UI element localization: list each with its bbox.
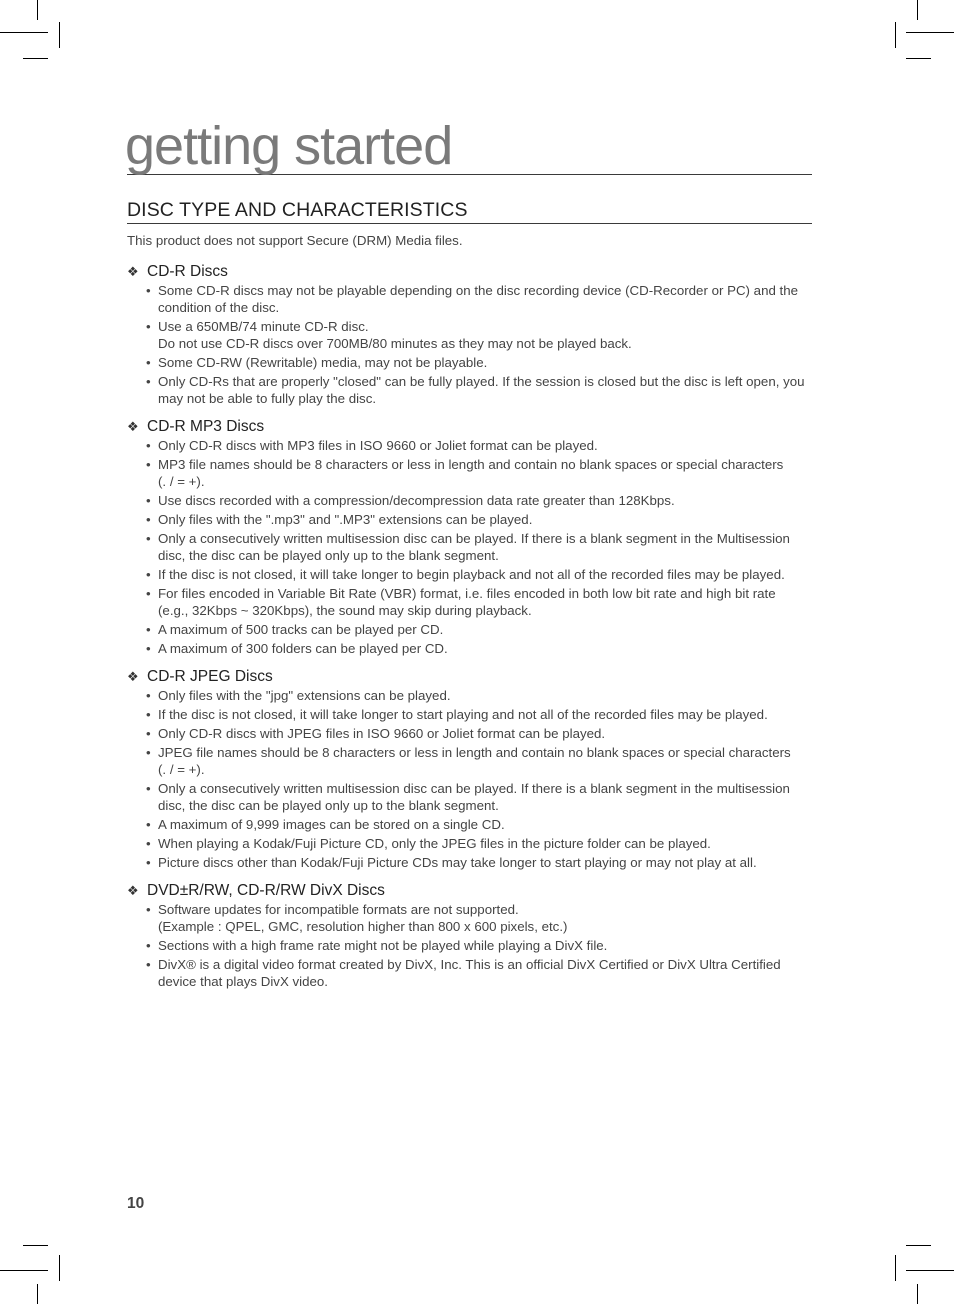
list-item-text: Only files with the ".mp3" and ".MP3" extensions can be played. <box>158 512 533 527</box>
list-item-text: MP3 file names should be 8 characters or less in length and contain no blank spaces or special characters (. / = +). <box>158 457 784 489</box>
list-item <box>127 835 817 852</box>
bullet-icon: • <box>146 836 151 851</box>
list-item <box>127 566 817 583</box>
list-item <box>127 530 817 564</box>
list-item <box>127 640 817 657</box>
list-item <box>127 901 817 935</box>
list-item <box>127 706 817 723</box>
bullet-icon: • <box>146 531 151 546</box>
list-item <box>127 780 817 814</box>
bullet-list <box>127 282 817 407</box>
group-heading <box>127 417 817 437</box>
disc-type-list <box>127 262 817 1000</box>
disc-group <box>127 262 817 407</box>
list-item <box>127 937 817 954</box>
list-item-text: Some CD-R discs may not be playable depending on the disc recording device (CD-Recorder or PC) and the condition of the disc. <box>158 283 799 315</box>
bullet-icon: • <box>146 567 151 582</box>
list-item-text: A maximum of 9,999 images can be stored on a single CD. <box>158 817 505 832</box>
intro-text: This product does not support Secure (DRM) Media files. <box>127 233 463 248</box>
bullet-icon: • <box>146 957 151 972</box>
bullet-icon: • <box>146 688 151 703</box>
bullet-list <box>127 687 817 871</box>
diamond-bullet-icon: ❖ <box>127 669 139 684</box>
group-heading <box>127 667 817 687</box>
disc-group <box>127 881 817 990</box>
diamond-bullet-icon: ❖ <box>127 419 139 434</box>
list-item <box>127 725 817 742</box>
section-title: DISC TYPE AND CHARACTERISTICS <box>127 199 468 221</box>
chapter-header <box>127 116 812 175</box>
diamond-bullet-icon: ❖ <box>127 883 139 898</box>
list-item <box>127 354 817 371</box>
list-item <box>127 687 817 704</box>
bullet-icon: • <box>146 493 151 508</box>
bullet-icon: • <box>146 855 151 870</box>
list-item-text: For files encoded in Variable Bit Rate (VBR) format, i.e. files encoded in both low bit rate and high bit rate (e.g., 32Kbps ~ 320Kbps), the sound may skip during playback. <box>158 586 776 618</box>
list-item <box>127 956 817 990</box>
bullet-icon: • <box>146 707 151 722</box>
list-item-text: Only CD-Rs that are properly "closed" can be fully played. If the session is closed but the disc is left open, you may not be able to fully play the disc. <box>158 374 805 406</box>
list-item-text: Only a consecutively written multisession disc can be played. If there is a blank segment in the multisession disc, the disc can be played only up to the blank segment. <box>158 781 790 813</box>
list-item-text: Software updates for incompatible formats are not supported. (Example : QPEL, GMC, resolution higher than 800 x 600 pixels, etc.) <box>158 902 568 934</box>
bullet-icon: • <box>146 726 151 741</box>
bullet-icon: • <box>146 586 151 601</box>
group-heading <box>127 881 817 901</box>
section-header <box>127 196 812 224</box>
list-item-text: Some CD-RW (Rewritable) media, may not be playable. <box>158 355 488 370</box>
bullet-icon: • <box>146 355 151 370</box>
list-item-text: Only CD-R discs with MP3 files in ISO 9660 or Joliet format can be played. <box>158 438 598 453</box>
list-item-text: JPEG file names should be 8 characters or less in length and contain no blank spaces or special characters (. / = +). <box>158 745 791 777</box>
bullet-icon: • <box>146 438 151 453</box>
group-title: CD-R MP3 Discs <box>147 418 265 435</box>
list-item <box>127 816 817 833</box>
list-item <box>127 437 817 454</box>
list-item <box>127 282 817 316</box>
list-item <box>127 585 817 619</box>
group-title: DVD±R/RW, CD-R/RW DivX Discs <box>147 882 385 899</box>
list-item-text: Picture discs other than Kodak/Fuji Picture CDs may take longer to start playing or may not play at all. <box>158 855 757 870</box>
diamond-bullet-icon: ❖ <box>127 264 139 279</box>
list-item <box>127 492 817 509</box>
list-item-text: If the disc is not closed, it will take longer to start playing and not all of the recorded files may be played. <box>158 707 768 722</box>
disc-group <box>127 667 817 871</box>
list-item <box>127 621 817 638</box>
list-item-text: Only CD-R discs with JPEG files in ISO 9660 or Joliet format can be played. <box>158 726 606 741</box>
bullet-list <box>127 437 817 657</box>
list-item-text: Only files with the "jpg" extensions can be played. <box>158 688 451 703</box>
bullet-list <box>127 901 817 990</box>
bullet-icon: • <box>146 902 151 917</box>
bullet-icon: • <box>146 283 151 298</box>
list-item-text: DivX® is a digital video format created by DivX, Inc. This is an official DivX Certified or DivX Ultra Certified device that plays DivX video. <box>158 957 781 989</box>
list-item-text: Only a consecutively written multisession disc can be played. If there is a blank segment in the Multisession disc, the disc can be played only up to the blank segment. <box>158 531 790 563</box>
bullet-icon: • <box>146 745 151 760</box>
list-item-text: If the disc is not closed, it will take longer to begin playback and not all of the recorded files may be played. <box>158 567 785 582</box>
bullet-icon: • <box>146 641 151 656</box>
list-item <box>127 744 817 778</box>
list-item-text: A maximum of 500 tracks can be played per CD. <box>158 622 444 637</box>
chapter-title: getting started <box>125 116 453 176</box>
bullet-icon: • <box>146 374 151 389</box>
list-item-text: When playing a Kodak/Fuji Picture CD, only the JPEG files in the picture folder can be played. <box>158 836 711 851</box>
bullet-icon: • <box>146 622 151 637</box>
list-item <box>127 854 817 871</box>
bullet-icon: • <box>146 512 151 527</box>
bullet-icon: • <box>146 781 151 796</box>
list-item-text: Use discs recorded with a compression/decompression data rate greater than 128Kbps. <box>158 493 675 508</box>
list-item <box>127 373 817 407</box>
list-item-text: A maximum of 300 folders can be played per CD. <box>158 641 448 656</box>
list-item-text: Sections with a high frame rate might not be played while playing a DivX file. <box>158 938 608 953</box>
bullet-icon: • <box>146 319 151 334</box>
list-item-text: Use a 650MB/74 minute CD-R disc. Do not use CD-R discs over 700MB/80 minutes as they may not be played back. <box>158 319 632 351</box>
list-item <box>127 318 817 352</box>
list-item <box>127 511 817 528</box>
bullet-icon: • <box>146 938 151 953</box>
disc-group <box>127 417 817 657</box>
group-heading <box>127 262 817 282</box>
bullet-icon: • <box>146 457 151 472</box>
page-number: 10 <box>127 1195 145 1212</box>
group-title: CD-R Discs <box>147 263 228 280</box>
group-title: CD-R JPEG Discs <box>147 668 273 685</box>
list-item <box>127 456 817 490</box>
bullet-icon: • <box>146 817 151 832</box>
